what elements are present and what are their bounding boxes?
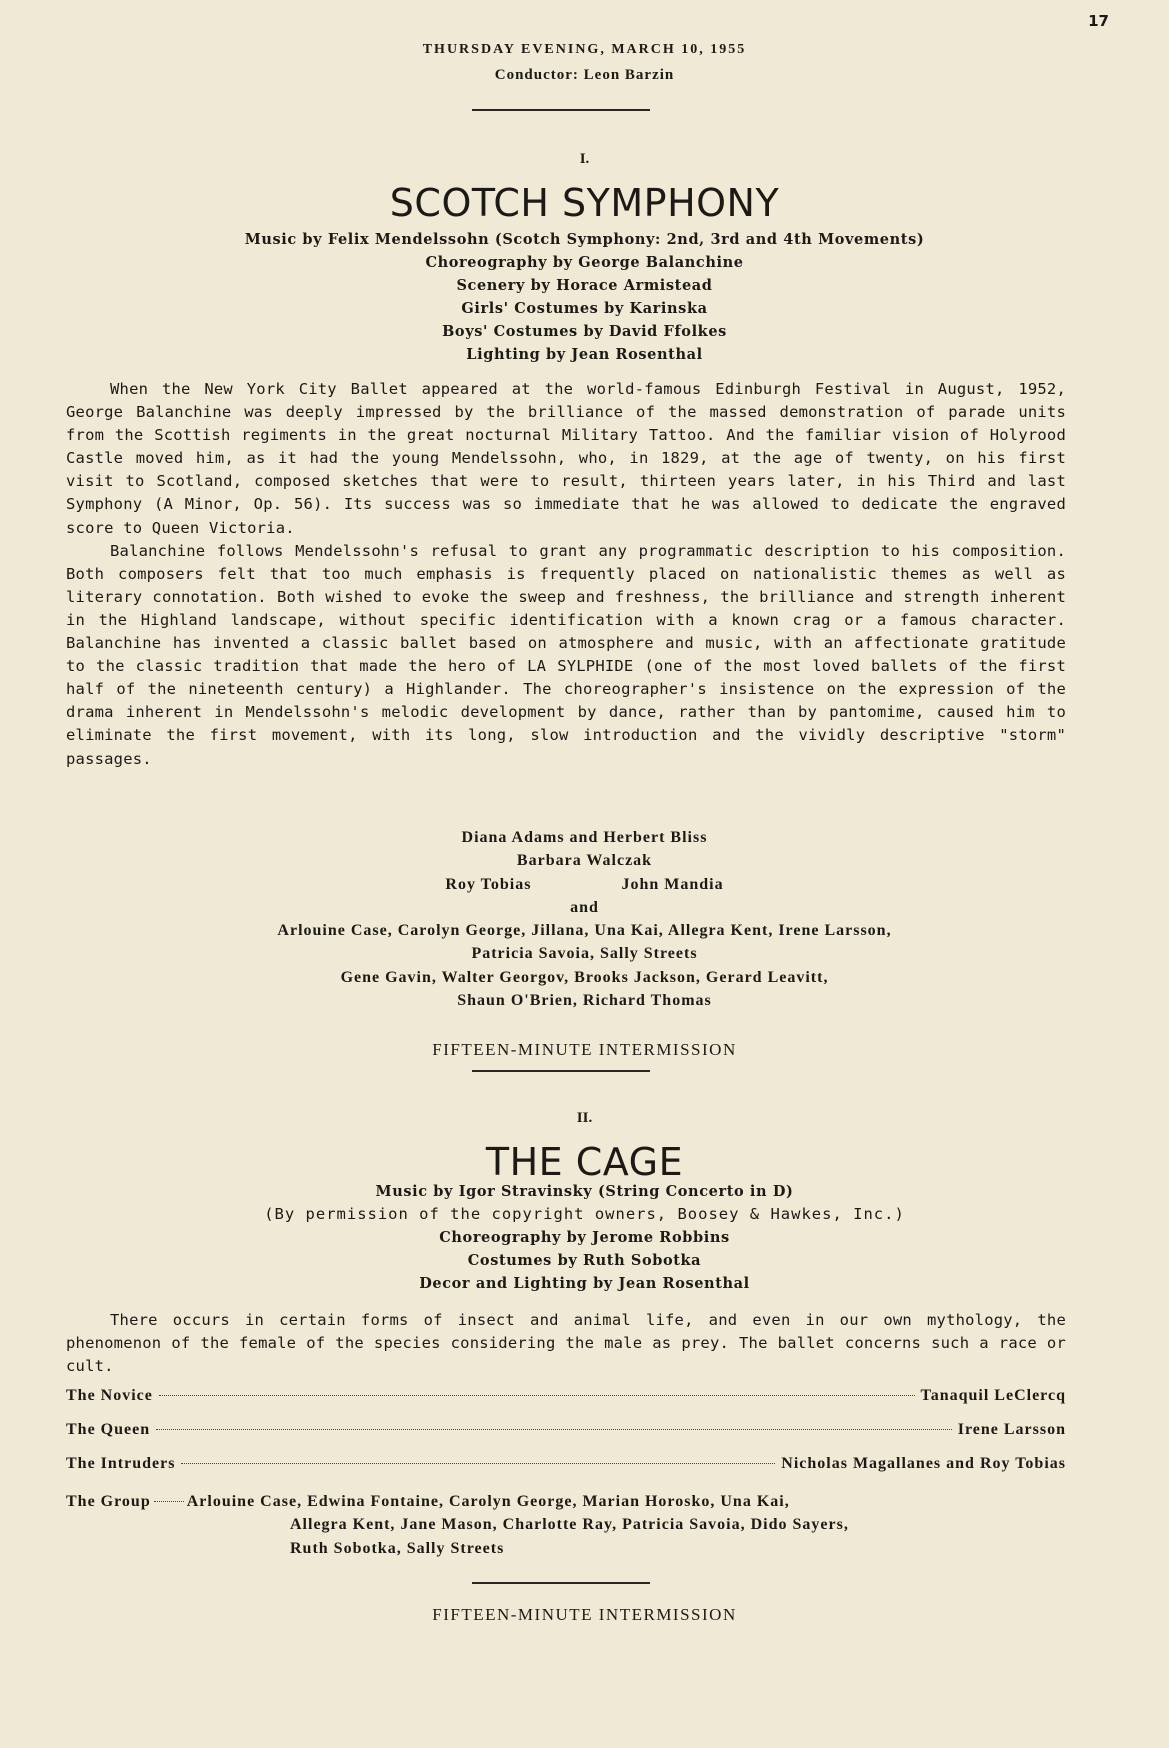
credit-costumes: Costumes by Ruth Sobotka	[467, 1252, 702, 1269]
cast-soloist-pair	[60, 873, 1109, 896]
conductor-line: Conductor: Leon Barzin	[494, 67, 675, 83]
cast-and: and	[570, 898, 599, 916]
credit-music: Music by Felix Mendelssohn (Scotch Symphony: 2nd, 3rd and 4th Movements)	[244, 231, 925, 248]
credit-scenery: Scenery by Horace Armistead	[456, 277, 713, 294]
ballet-1-cast	[60, 826, 1109, 1012]
credit-boys-costumes: Boys' Costumes by David Ffolkes	[442, 323, 727, 340]
intermission-2: FIFTEEN-MINUTE INTERMISSION	[432, 1605, 737, 1624]
cast-ensemble-line-2: Patricia Savoia, Sally Streets	[471, 945, 698, 963]
credit-music: Music by Igor Stravinsky (String Concerto in D)	[375, 1183, 794, 1200]
page-number: 17	[1088, 12, 1109, 30]
group-line-1: Arlouine Case, Edwina Fontaine, Carolyn George, Marian Horosko, Una Kai,	[186, 1493, 790, 1510]
role-dancer: Irene Larsson	[957, 1421, 1066, 1438]
cast-soloist: Barbara Walczak	[516, 852, 653, 870]
credit-lighting: Lighting by Jean Rosenthal	[466, 346, 703, 363]
role-row-intruders	[66, 1455, 1066, 1473]
group-leader-dots	[154, 1501, 184, 1502]
group-line-3: Ruth Sobotka, Sally Streets	[290, 1539, 505, 1557]
leader-dots	[159, 1395, 915, 1396]
credit-choreography: Choreography by George Balanchine	[425, 254, 744, 271]
role-row-novice	[66, 1387, 1066, 1405]
ballet-2-title: THE CAGE	[485, 1140, 684, 1184]
role-row-queen	[66, 1421, 1066, 1439]
leader-dots	[181, 1463, 775, 1464]
role-group	[66, 1490, 1076, 1560]
cast-soloist-left: Roy Tobias	[445, 875, 532, 893]
header-divider	[472, 109, 650, 111]
description-paragraph-1: When the New York City Ballet appeared at the world-famous Edinburgh Festival in August, 1952, George Balanchine was deeply impressed by the brilliance of the massed demonstration of parade units from the Scottish regiments in the great nocturnal Military Tattoo. And the familiar vision of Holyrood Castle moved him, as it had the young Mendelssohn, who, in 1829, at the age of twenty, on his first visit to Scotland, composed sketches that were to result, thirteen years later, in his Third and last Symphony (A Minor, Op. 56). Its success was so immediate that he was allowed to dedicate the engraved score to Queen Victoria.	[66, 380, 1066, 537]
intermission-1: FIFTEEN-MINUTE INTERMISSION	[432, 1040, 737, 1059]
role-name: The Queen	[66, 1421, 151, 1438]
role-name: The Novice	[66, 1387, 153, 1404]
description-paragraph-2: Balanchine follows Mendelssohn's refusal to grant any programmatic description to his composition. Both composers felt that too much emphasis is frequently placed on nationalistic themes as well as literary connotation. Both wished to evoke the sweep and freshness, the brilliance and strength inherent in the Highland landscape, without specific identification with a known crag or a famous character. Balanchine has invented a classic ballet based on atmosphere and music, with an affectionate gratitude to the classic tradition that made the hero of LA SYLPHIDE (one of the most loved ballets of the first half of the nineteenth century) a Highlander. The choreographer's insistence on the expression of the drama inherent in Mendelssohn's melodic development by dance, rather than by pantomime, caused him to eliminate the first movement, with its long, slow introduction and the vividly descriptive "storm" passages.	[66, 541, 1066, 768]
group-label: The Group	[66, 1493, 151, 1510]
credit-decor-lighting: Decor and Lighting by Jean Rosenthal	[419, 1275, 750, 1292]
leader-dots	[156, 1429, 952, 1430]
performance-date: THURSDAY EVENING, MARCH 10, 1955	[422, 42, 747, 57]
cast-ensemble-line-4: Shaun O'Brien, Richard Thomas	[457, 992, 712, 1010]
role-name: The Intruders	[66, 1455, 176, 1472]
ballet-1-title: SCOTCH SYMPHONY	[389, 181, 780, 225]
cast-principals: Diana Adams and Herbert Bliss	[461, 829, 708, 846]
group-divider	[472, 1582, 650, 1584]
ballet-2-credits	[60, 1180, 1109, 1295]
role-dancer: Tanaquil LeClercq	[920, 1387, 1066, 1404]
intermission-1-divider	[472, 1070, 650, 1072]
cast-soloist-right: John Mandia	[621, 875, 724, 893]
credit-permission: (By permission of the copyright owners, Boosey & Hawkes, Inc.)	[264, 1205, 905, 1223]
group-first-line	[66, 1490, 1076, 1513]
group-line-2: Allegra Kent, Jane Mason, Charlotte Ray, Patricia Savoia, Dido Sayers,	[290, 1516, 849, 1534]
cast-ensemble-line-3: Gene Gavin, Walter Georgov, Brooks Jackson, Gerard Leavitt,	[340, 968, 829, 986]
ballet-1-description	[66, 378, 1066, 771]
credit-choreography: Choreography by Jerome Robbins	[439, 1229, 730, 1246]
description-paragraph: There occurs in certain forms of insect and animal life, and even in our own mythology, the phenomenon of the female of the species considering the male as prey. The ballet concerns such a race or cult.	[66, 1311, 1066, 1376]
ballet-1-credits	[60, 228, 1109, 366]
cast-ensemble-line-1: Arlouine Case, Carolyn George, Jillana, Una Kai, Allegra Kent, Irene Larsson,	[277, 922, 892, 940]
ballet-2-numeral: II.	[576, 1110, 593, 1126]
role-dancer: Nicholas Magallanes and Roy Tobias	[781, 1455, 1066, 1472]
credit-girls-costumes: Girls' Costumes by Karinska	[461, 300, 708, 317]
ballet-2-description	[66, 1309, 1066, 1378]
ballet-1-numeral: I.	[579, 151, 590, 167]
